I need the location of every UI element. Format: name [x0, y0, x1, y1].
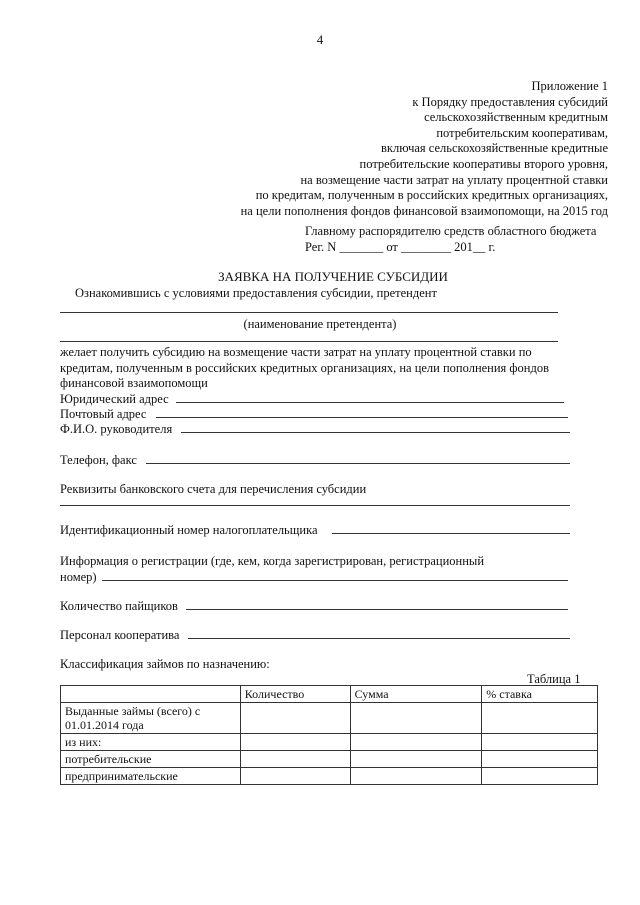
legal-address-label: Юридический адрес [60, 392, 169, 406]
phone-line[interactable] [146, 463, 570, 464]
appendix-line: на возмещение части затрат на уплату процентной ставки [300, 172, 608, 187]
phone-label: Телефон, факс [60, 453, 137, 467]
table-cell[interactable] [350, 703, 482, 734]
appendix-line: по кредитам, полученным в российских кредитных организациях, [255, 188, 608, 203]
registration-label-2: номер) [60, 570, 97, 584]
table-cell[interactable] [240, 734, 350, 751]
appendix-line: сельскохозяйственным кредитным [424, 110, 608, 125]
inn-label: Идентификационный номер налогоплательщика [60, 523, 318, 537]
table-row-label: Выданные займы (всего) с 01.01.2014 года [61, 703, 241, 734]
intro-text: Ознакомившись с условиями предоставления субсидии, претендент [75, 286, 437, 300]
loan-classification-table [60, 685, 598, 785]
applicant-name-line[interactable] [60, 312, 558, 313]
table-cell[interactable] [482, 768, 598, 785]
table-cell[interactable] [350, 768, 482, 785]
legal-address-line[interactable] [176, 402, 564, 403]
postal-address-line[interactable] [156, 417, 568, 418]
page-number: 4 [316, 32, 324, 47]
table-cell[interactable] [240, 768, 350, 785]
shareholders-line[interactable] [186, 609, 568, 610]
appendix-line: потребительские кооперативы второго уровня, [359, 156, 608, 171]
document-title: ЗАЯВКА НА ПОЛУЧЕНИЕ СУБСИДИИ [218, 269, 448, 284]
table-row-label: из них: [61, 734, 241, 751]
table-row [61, 734, 598, 751]
inn-line[interactable] [332, 533, 570, 534]
table-header-cell: % ставка [482, 686, 598, 703]
director-label: Ф.И.О. руководителя [60, 422, 173, 436]
table-cell[interactable] [350, 734, 482, 751]
table-header-row [61, 686, 598, 703]
table-header-cell [61, 686, 241, 703]
staff-label: Персонал кооператива [60, 628, 180, 642]
staff-line[interactable] [188, 638, 570, 639]
body-text-line: кредитам, полученным в российских кредитных организациях, на цели пополнения фондов [60, 360, 549, 375]
table-row [61, 751, 598, 768]
table-caption: Таблица 1 [527, 672, 581, 686]
table-header-cell: Сумма [350, 686, 482, 703]
table-row [61, 768, 598, 785]
appendix-line: на цели пополнения фондов финансовой взаимопомощи, на 2015 год [240, 203, 608, 218]
applicant-name-line-2[interactable] [60, 341, 558, 342]
appendix-line: потребительским кооперативам, [436, 125, 608, 140]
table-cell[interactable] [240, 751, 350, 768]
postal-address-label: Почтовый адрес [60, 407, 147, 421]
registration-number-line: Рег. N _______ от ________ 201__ г. [305, 240, 496, 254]
table-row [61, 703, 598, 734]
appendix-line: к Порядку предоставления субсидий [412, 94, 608, 109]
appendix-line: включая сельскохозяйственные кредитные [381, 141, 608, 156]
table-row-label: предпринимательские [61, 768, 241, 785]
appendix-block [88, 79, 608, 219]
body-text-line: желает получить субсидию на возмещение части затрат на уплату процентной ставки по [60, 345, 532, 359]
bank-details-line[interactable] [60, 505, 570, 506]
applicant-name-caption: (наименование претендента) [243, 317, 397, 331]
table-cell[interactable] [482, 734, 598, 751]
classification-label: Классификация займов по назначению: [60, 657, 270, 671]
table-cell[interactable] [350, 751, 482, 768]
body-text [60, 345, 549, 392]
addressee-line: Главному распорядителю средств областного бюджета [305, 224, 597, 238]
shareholders-label: Количество пайщиков [60, 599, 178, 613]
table-cell[interactable] [482, 751, 598, 768]
table-cell[interactable] [482, 703, 598, 734]
body-text-line: финансовой взаимопомощи [60, 376, 208, 390]
registration-line[interactable] [102, 580, 568, 581]
director-line[interactable] [181, 432, 570, 433]
table-row-label: потребительские [61, 751, 241, 768]
bank-details-label: Реквизиты банковского счета для перечисления субсидии [60, 482, 367, 496]
table-header-cell: Количество [240, 686, 350, 703]
table-cell[interactable] [240, 703, 350, 734]
appendix-line: Приложение 1 [531, 79, 608, 93]
registration-label: Информация о регистрации (где, кем, когда зарегистрирован, регистрационный [60, 554, 485, 568]
